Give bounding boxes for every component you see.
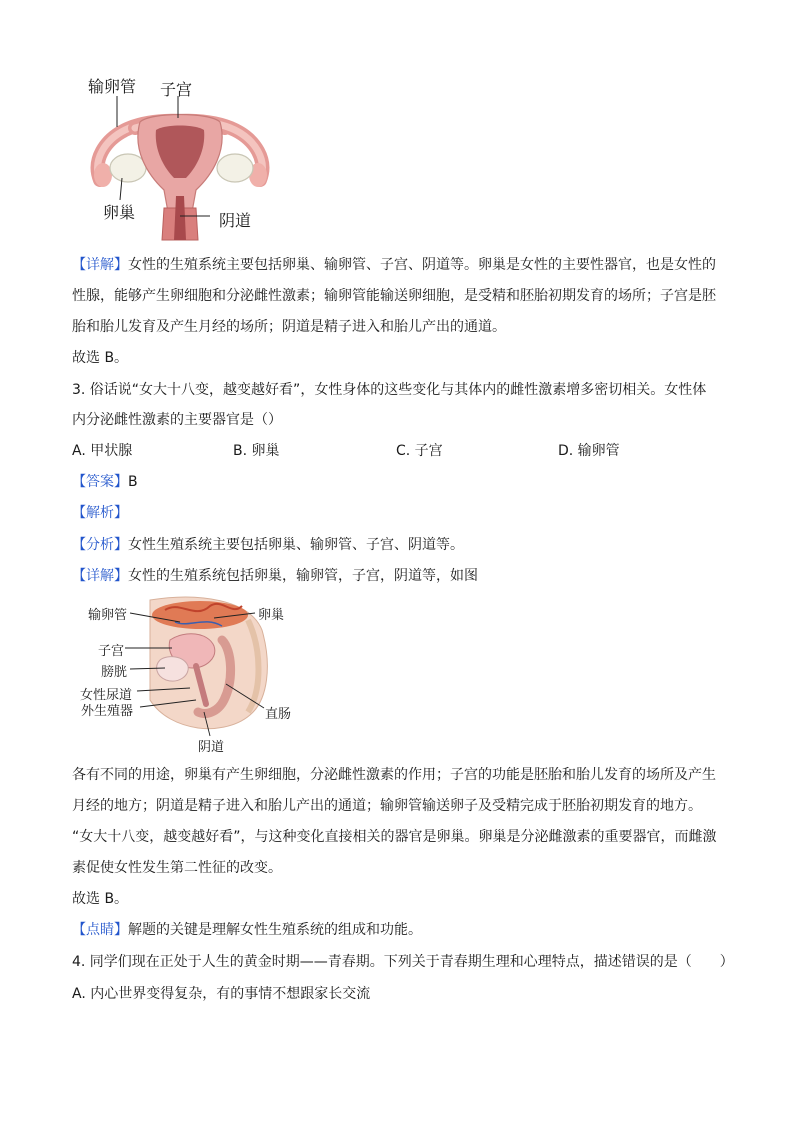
- q3-detail: 【详解】女性的生殖系统包括卵巢，输卵管，子宫，阴道等，如图: [72, 568, 478, 584]
- label-vagina: 阴道: [219, 211, 252, 230]
- fenxi-tag: 【分析】: [72, 537, 128, 553]
- q3-option-d: D. 输卵管: [558, 443, 620, 459]
- label-oviduct-2: 输卵管: [88, 608, 128, 623]
- q3-after-line-2: 月经的地方；阴道是精子进入和胎儿产出的通道；输卵管输送卵子及受精完成于胚胎初期发育的地方。: [72, 798, 702, 814]
- q3-option-c: C. 子宫: [396, 443, 443, 459]
- point-tag: 【点睛】: [72, 922, 128, 938]
- q3-stem-line-2: 内分泌雌性激素的主要器官是（）: [72, 412, 282, 428]
- answer-tag: 【答案】: [72, 474, 128, 490]
- answer-value: B: [128, 474, 138, 490]
- detail-tag: 【详解】: [72, 257, 128, 273]
- q4-option-a: A. 内心世界变得复杂，有的事情不想跟家长交流: [72, 986, 371, 1002]
- q3-stem-line-1: 3. 俗话说“女大十八变，越变越好看”，女性身体的这些变化与其体内的雌性激素增多密切相关。女性体: [72, 382, 707, 398]
- q2-detail-line-2: 性腺，能够产生卵细胞和分泌雌性激素；输卵管能输送卵细胞，是受精和胚胎初期发育的场所；子宫是胚: [72, 288, 716, 304]
- q2-answer-line: 故选 B。: [72, 350, 129, 366]
- q3-after-line-4: 素促使女性发生第二性征的改变。: [72, 860, 282, 876]
- q3-point: 【点睛】解题的关键是理解女性生殖系统的组成和功能。: [72, 922, 422, 938]
- label-vagina-2: 阴道: [198, 740, 225, 755]
- label-ovary-2: 卵巢: [258, 608, 285, 623]
- q4-stem: 4. 同学们现在正处于人生的黄金时期——青春期。下列关于青春期生理和心理特点，描述错误的是（ ）: [72, 954, 734, 970]
- q3-option-b: B. 卵巢: [233, 443, 280, 459]
- q2-detail-line-1: 【详解】女性的生殖系统主要包括卵巢、输卵管、子宫、阴道等。卵巢是女性的主要性器官，也是女性的: [72, 257, 716, 273]
- label-uterus-2: 子宫: [98, 644, 125, 659]
- q3-after-line-3: “女大十八变，越变越好看”，与这种变化直接相关的器官是卵巢。卵巢是分泌雌激素的重要器官，而雌激: [72, 829, 717, 845]
- label-rectum: 直肠: [265, 707, 292, 722]
- detail-tag: 【详解】: [72, 568, 128, 584]
- label-external-genitalia: 外生殖器: [81, 704, 134, 719]
- q2-detail-line-3: 胎和胎儿发育及产生月经的场所；阴道是精子进入和胎儿产出的通道。: [72, 319, 506, 335]
- q3-after-line-1: 各有不同的用途，卵巢有产生卵细胞，分泌雌性激素的作用；子宫的功能是胚胎和胎儿发育的场所及产生: [72, 767, 716, 783]
- q3-fenxi: 【分析】女性生殖系统主要包括卵巢、输卵管、子宫、阴道等。: [72, 537, 464, 553]
- label-urethra: 女性尿道: [80, 688, 133, 703]
- label-ovary: 卵巢: [103, 203, 136, 222]
- q3-answer-line: 故选 B。: [72, 891, 129, 907]
- label-bladder: 膀胱: [101, 665, 128, 680]
- q3-analysis-tag: 【解析】: [72, 505, 128, 521]
- label-oviduct: 输卵管: [88, 77, 137, 96]
- q3-option-a: A. 甲状腺: [72, 443, 133, 459]
- label-uterus: 子宫: [160, 80, 193, 99]
